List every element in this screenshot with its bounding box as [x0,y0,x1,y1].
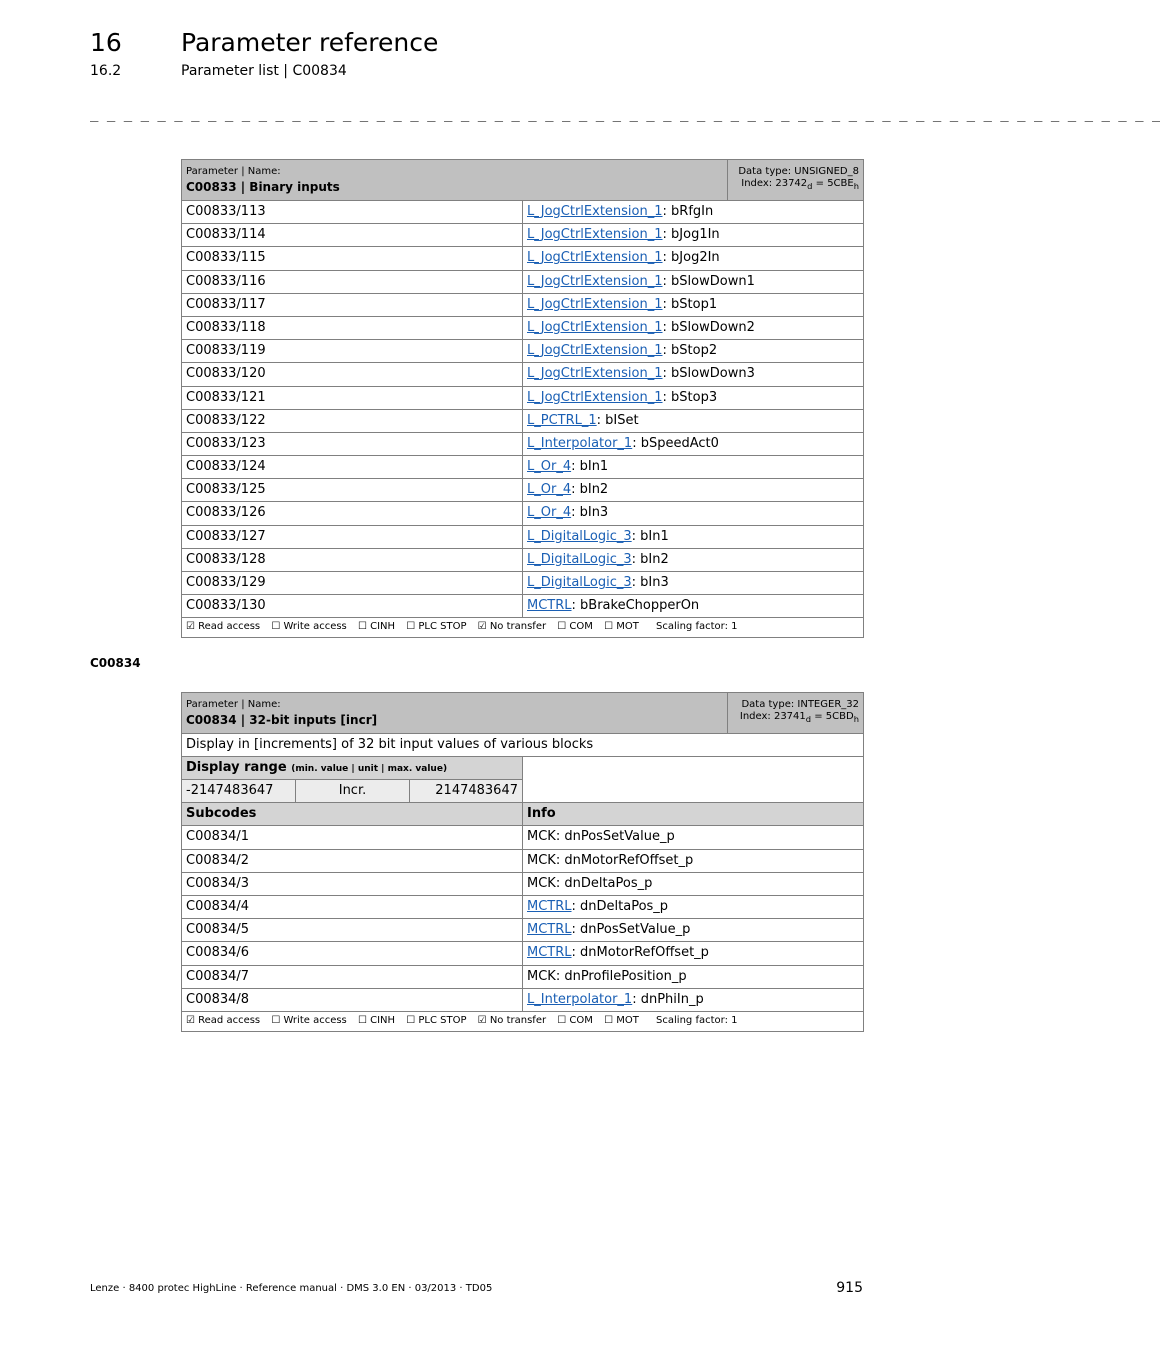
signal-name: : bIn1 [631,528,669,544]
subcode-cell: C00833/114 [182,224,523,246]
no-transfer-flag: ☑ No transfer [477,621,547,633]
table-row [182,549,863,572]
table-header [182,160,863,201]
table-row [182,224,863,247]
info-cell [523,363,863,385]
info-cell [523,502,863,524]
signal-name: : bSlowDown3 [662,366,755,382]
info-cell [523,340,863,362]
param-name: C00833 | Binary inputs [186,180,340,194]
table-footer [182,1012,863,1031]
subcode-cell: C00833/119 [182,340,523,362]
display-range [182,757,863,803]
table-row [182,966,863,989]
table-row [182,247,863,270]
subcode-cell: C00833/125 [182,479,523,501]
param-description: Display in [increments] of 32 bit input values of various blocks [182,734,863,757]
signal-name: : dnPhiIn_p [632,991,704,1007]
signal-name: : bIn2 [631,551,669,567]
section-number: 16.2 [90,63,122,79]
signal-name: : bStop3 [662,389,718,405]
param-label: Parameter | Name: [186,699,281,710]
table-row [182,919,863,942]
range-min: -2147483647 [182,780,296,802]
table-row [182,873,863,896]
block-link[interactable]: MCTRL [527,945,572,961]
info-cell [523,526,863,548]
info-cell [523,479,863,501]
range-unit: Incr. [296,780,410,802]
block-link[interactable]: L_JogCtrlExtension_1 [527,250,663,266]
subcode-cell: C00834/7 [182,966,523,988]
table-row [182,294,863,317]
mot-flag: ☐ MOT [604,1014,639,1026]
info-cell [523,896,863,918]
info-cell [523,433,863,455]
param-label: Parameter | Name: [186,166,281,177]
info-cell [523,387,863,409]
table-row [182,340,863,363]
subcodes-header-row [182,803,863,826]
read-access-flag: ☑ Read access [186,1014,261,1026]
info-cell [523,224,863,246]
parameter-table-c00833 [181,159,864,638]
plc-stop-flag: ☐ PLC STOP [406,1014,467,1026]
table-header [182,693,863,734]
info-cell [523,966,863,988]
signal-name: MCK: dnPosSetValue_p [527,829,675,845]
page-footer: Lenze · 8400 protec HighLine · Reference manual · DMS 3.0 EN · 03/2013 · TD05 [90,1283,493,1294]
table-row [182,201,863,224]
block-link[interactable]: L_JogCtrlExtension_1 [527,366,663,382]
table-row [182,410,863,433]
block-link[interactable]: MCTRL [527,922,572,938]
table-row [182,502,863,525]
table-row [182,456,863,479]
subcode-cell: C00833/120 [182,363,523,385]
signal-name: : bIn3 [631,575,669,590]
plc-stop-flag: ☐ PLC STOP [406,621,467,633]
block-link[interactable]: L_JogCtrlExtension_1 [527,296,663,312]
info-cell [523,826,863,848]
info-cell [523,873,863,895]
subcode-cell: C00833/130 [182,595,523,617]
page-number: 915 [836,1280,863,1296]
info-cell [523,942,863,964]
table-row [182,479,863,502]
block-link[interactable]: MCTRL [527,598,572,614]
block-link[interactable]: L_JogCtrlExtension_1 [527,204,663,219]
subcode-cell: C00833/126 [182,502,523,524]
block-link[interactable]: L_DigitalLogic_3 [527,528,632,544]
signal-name: : bIn3 [571,505,609,521]
signal-name: : bSlowDown2 [662,319,755,335]
table-row [182,363,863,386]
signal-name: : dnDeltaPos_p [571,898,669,914]
mot-flag: ☐ MOT [604,621,639,633]
data-type: Data type: INTEGER_32 [741,699,859,710]
block-link[interactable]: L_Interpolator_1 [527,435,633,451]
signal-name: : bSpeedAct0 [632,435,719,451]
subcodes-header: Subcodes [182,803,523,825]
signal-name: : bIn1 [571,459,609,475]
table-row [182,989,863,1012]
table-row [182,572,863,595]
read-access-flag: ☑ Read access [186,621,261,633]
signal-name: : bISet [596,412,639,428]
signal-name: : dnPosSetValue_p [571,922,691,938]
table-row [182,826,863,849]
subcode-cell: C00834/1 [182,826,523,848]
block-link[interactable]: L_DigitalLogic_3 [527,575,632,590]
block-link[interactable]: L_PCTRL_1 [527,412,597,428]
subcode-cell: C00834/4 [182,896,523,918]
subcode-cell: C00833/117 [182,294,523,316]
signal-name: : bStop2 [662,343,718,359]
table-row [182,850,863,873]
signal-name: : bSlowDown1 [662,273,755,289]
table-row [182,595,863,618]
subcode-cell: C00833/115 [182,247,523,269]
info-cell [523,247,863,269]
subcode-cell: C00833/124 [182,456,523,478]
subcode-cell: C00834/6 [182,942,523,964]
data-type-box [727,693,863,733]
write-access-flag: ☐ Write access [271,621,347,633]
signal-name: MCK: dnMotorRefOffset_p [527,852,694,868]
subcode-cell: C00833/118 [182,317,523,339]
subcode-cell: C00833/116 [182,271,523,293]
scaling-factor: Scaling factor: 1 [656,621,738,633]
block-link[interactable]: L_JogCtrlExtension_1 [527,319,663,335]
info-cell [523,549,863,571]
parameter-table-c00834 [181,692,864,1032]
table-row [182,317,863,340]
block-link[interactable]: L_Or_4 [527,459,572,475]
signal-name: : bIn2 [571,482,609,498]
table-row [182,896,863,919]
table-row [182,271,863,294]
info-cell [523,410,863,432]
com-flag: ☐ COM [557,621,593,633]
com-flag: ☐ COM [557,1014,593,1026]
range-max: 2147483647 [435,783,518,799]
section-title: Parameter list | C00834 [181,63,347,79]
display-range-header: Display range (min. value | unit | max. value) [182,757,522,780]
signal-name: : bJog2In [662,250,720,266]
info-cell [523,271,863,293]
block-link[interactable]: L_Or_4 [527,482,572,498]
no-transfer-flag: ☑ No transfer [477,1014,547,1026]
info-cell [523,595,863,617]
table-row [182,526,863,549]
chapter-title: Parameter reference [181,28,439,57]
subcode-cell: C00833/128 [182,549,523,571]
table-footer [182,618,863,637]
subcode-cell: C00833/121 [182,387,523,409]
cinh-flag: ☐ CINH [357,1014,396,1026]
signal-name: : bRfgIn [662,204,714,219]
chapter-number: 16 [90,28,122,57]
signal-name: MCK: dnDeltaPos_p [527,875,653,891]
table-row [182,433,863,456]
info-cell [523,294,863,316]
data-type: Data type: UNSIGNED_8 [738,166,859,177]
block-link[interactable]: MCTRL [527,898,572,914]
subcode-cell: C00833/123 [182,433,523,455]
subcode-cell: C00834/3 [182,873,523,895]
block-link[interactable]: L_JogCtrlExtension_1 [527,273,663,289]
info-cell [523,456,863,478]
signal-name: : bJog1In [662,227,720,243]
param-name: C00834 | 32-bit inputs [incr] [186,713,378,727]
data-type-box [727,160,863,200]
section-label: C00834 [90,656,141,670]
block-link[interactable]: L_JogCtrlExtension_1 [527,227,663,243]
cinh-flag: ☐ CINH [357,621,396,633]
write-access-flag: ☐ Write access [271,1014,347,1026]
subcode-cell: C00833/127 [182,526,523,548]
scaling-factor: Scaling factor: 1 [656,1014,738,1026]
param-index: Index: $23742_d = 5CBE_h$ [741,178,859,191]
info-cell [523,989,863,1011]
param-index: Index: $23741_d = 5CBD_h$ [739,711,859,724]
subcode-cell: C00833/113 [182,201,523,223]
table-row [182,942,863,965]
table-body [182,201,863,618]
subcode-cell: C00834/8 [182,989,523,1011]
subcode-cell: C00834/5 [182,919,523,941]
block-link[interactable]: L_Or_4 [527,505,572,521]
info-cell [523,201,863,223]
block-link[interactable]: L_Interpolator_1 [527,991,633,1007]
block-link[interactable]: L_JogCtrlExtension_1 [527,343,663,359]
signal-name: : bBrakeChopperOn [571,598,700,614]
info-cell [523,919,863,941]
signal-name: : dnMotorRefOffset_p [571,945,709,961]
subcode-cell: C00833/129 [182,572,523,594]
subcode-cell: C00834/2 [182,850,523,872]
info-header: Info [527,806,556,822]
info-cell [523,317,863,339]
table-body [182,826,863,1012]
block-link[interactable]: L_DigitalLogic_3 [527,551,632,567]
signal-name: : bStop1 [662,296,718,312]
table-row [182,387,863,410]
info-cell [523,572,863,594]
signal-name: MCK: dnProfilePosition_p [527,968,687,984]
subcode-cell: C00833/122 [182,410,523,432]
header-divider: _ _ _ _ _ _ _ _ _ _ _ _ _ _ _ _ _ _ _ _ _ _ _ _ _ _ _ _ _ _ _ _ _ _ _ _ _ _ _ _ _ _ _ _ _ _ _ _ _ _ _ _ _ _ _ _ _ _ _ _ _ _ _ _ [90,106,1160,122]
block-link[interactable]: L_JogCtrlExtension_1 [527,389,663,405]
info-cell [523,850,863,872]
